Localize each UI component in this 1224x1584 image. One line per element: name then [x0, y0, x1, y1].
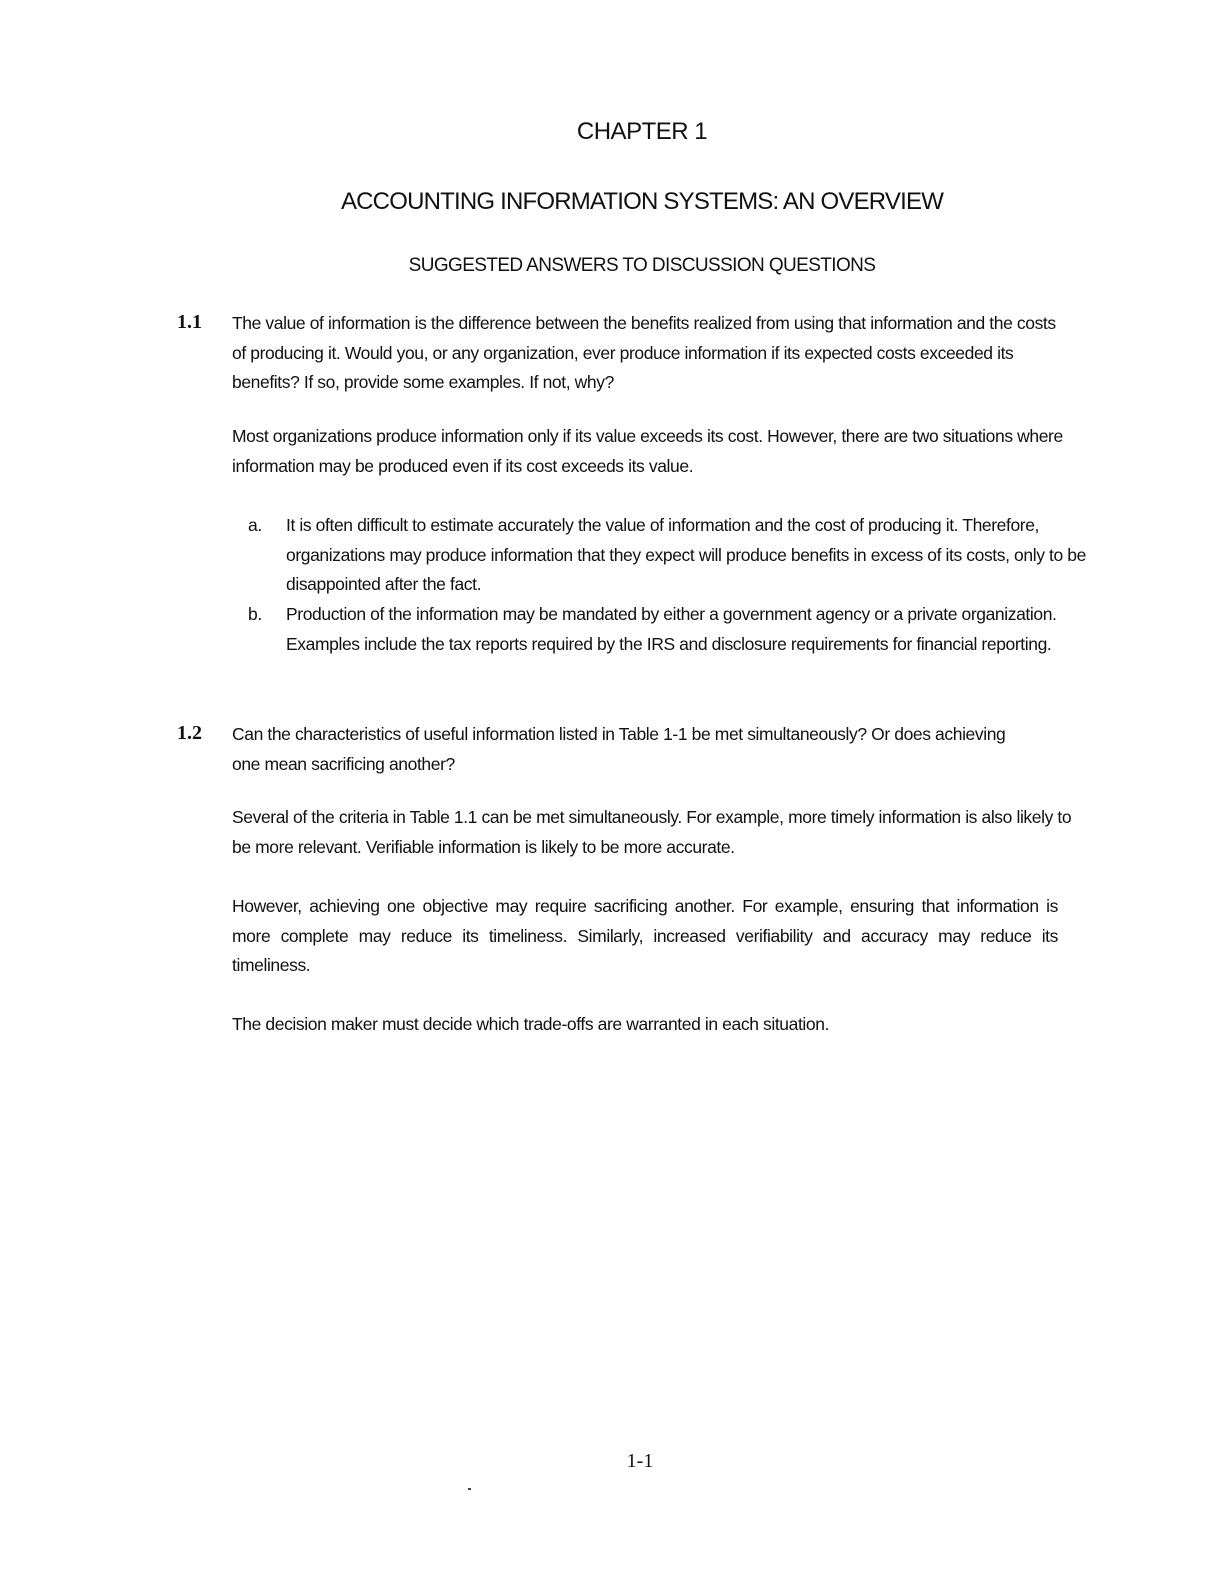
list-item-text: It is often difficult to estimate accurately the value of information and the cost of producing it. Therefore, organizations may produce information that they expect will produce benefits in excess of its costs, only to be disappointed after the fact.	[286, 515, 1086, 594]
list-item	[248, 511, 1100, 600]
list-item-text: Production of the information may be mandated by either a government agency or a private organization. Examples include the tax reports required by the IRS and disclosure requirements for financial reporting.	[286, 604, 1057, 654]
answer-paragraph: The decision maker must decide which trade-offs are warranted in each situation.	[232, 1014, 830, 1034]
list-marker: b.	[248, 604, 262, 624]
question-number: 1.2	[177, 722, 202, 744]
answer-paragraph: Most organizations produce information only if its value exceeds its cost. However, there are two situations where information may be produced even if its cost exceeds its value.	[232, 426, 1063, 476]
answer-paragraph: However, achieving one objective may require sacrificing another. For example, ensuring that information is more complete may reduce its timeliness. Similarly, increased verifiability and accuracy may reduce its timeliness.	[232, 896, 1058, 975]
question-text: The value of information is the difference between the benefits realized from using that information and the costs of producing it. Would you, or any organization, ever produce information if its expected costs exceeded its benefits? If so, provide some examples. If not, why?	[232, 313, 1056, 392]
page-number: 1-1	[626, 1450, 654, 1472]
question-number: 1.1	[177, 311, 202, 333]
question-text: Can the characteristics of useful information listed in Table 1-1 be met simultaneously? Or does achieving one mean sacrificing another?	[232, 724, 1006, 774]
answer-paragraph: Several of the criteria in Table 1.1 can be met simultaneously. For example, more timely information is also likely to be more relevant. Verifiable information is likely to be more accurate.	[232, 807, 1072, 857]
chapter-heading: CHAPTER 1	[576, 118, 708, 145]
list-marker: a.	[248, 515, 262, 535]
list-item	[248, 600, 1078, 659]
scan-mark	[468, 1488, 471, 1490]
section-subtitle: SUGGESTED ANSWERS TO DISCUSSION QUESTIONS	[408, 255, 876, 276]
chapter-title: ACCOUNTING INFORMATION SYSTEMS: AN OVERVIEW	[340, 188, 944, 215]
